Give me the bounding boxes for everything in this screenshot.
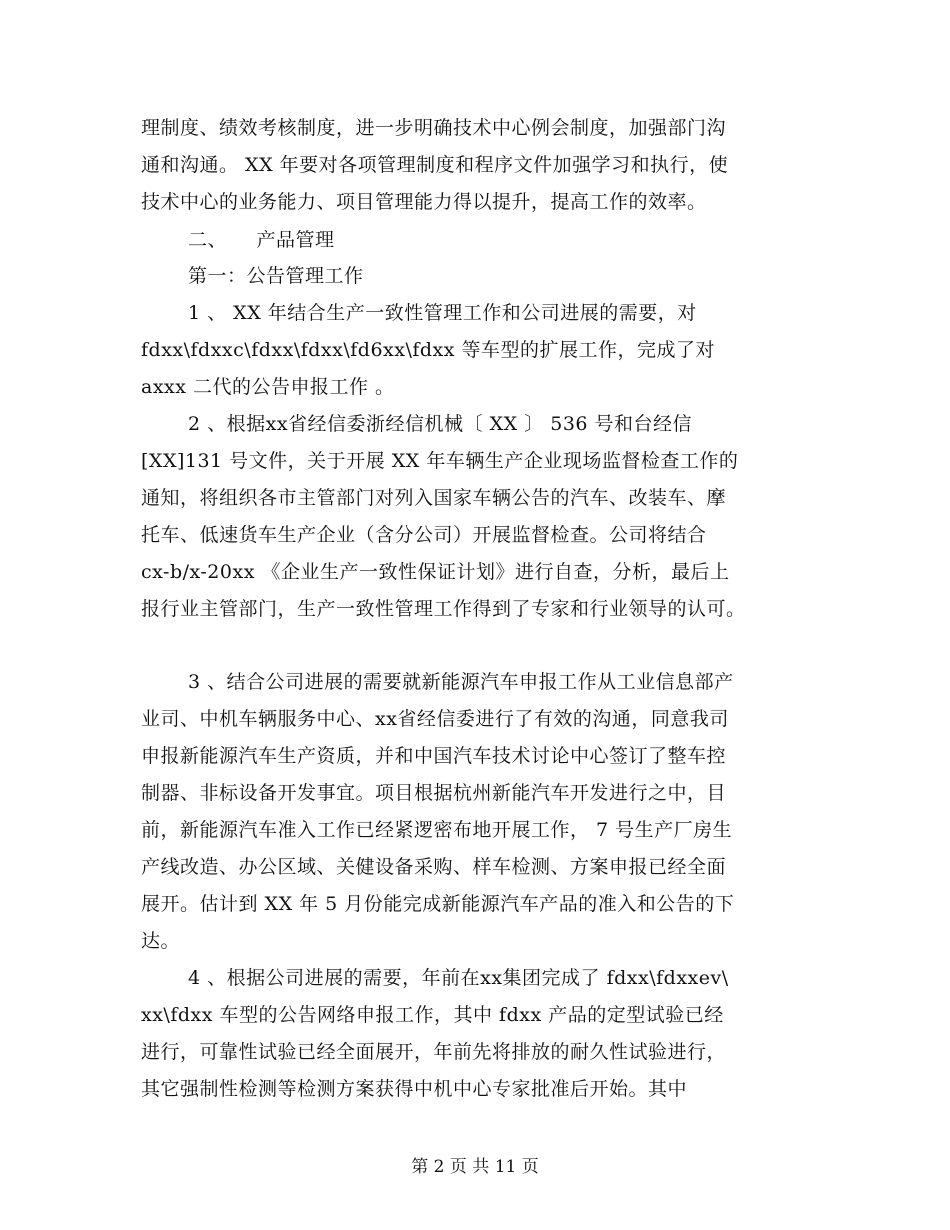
text-line: 达。 — [141, 930, 181, 952]
text-line: 2 、根据xx省经信委浙经信机械〔 XX 〕 536 号和台经信 — [188, 413, 693, 435]
text-line: 业司、中机车辆服务中心、xx省经信委进行了有效的沟通，同意我司 — [141, 708, 729, 730]
text-line: 托车、低速货车生产企业（含分公司）开展监督检查。公司将结合 — [141, 524, 707, 546]
text-line: [XX]131 号文件，关于开展 XX 年车辆生产企业现场监督检查工作的 — [141, 450, 739, 472]
text-line: 制器、非标设备开发事宜。项目根据杭州新能汽车开发进行之中，目 — [141, 782, 727, 804]
text-line: 通和沟通。 XX 年要对各项管理制度和程序文件加强学习和执行，使 — [141, 154, 729, 176]
text-line: 技术中心的业务能力、项目管理能力得以提升，提高工作的效率。 — [141, 191, 707, 213]
text-line: 理制度、绩效考核制度，进一步明确技术中心例会制度，加强部门沟 — [141, 117, 727, 139]
text-line: 报行业主管部门，生产一致性管理工作得到了专家和行业领导的认可。 — [141, 598, 746, 620]
subsection-heading: 第一：公告管理工作 — [188, 265, 364, 287]
text-line: 3 、结合公司进展的需要就新能源汽车申报工作从工业信息部产 — [188, 671, 734, 693]
text-line: 进行，可靠性试验已经全面展开，年前先将排放的耐久性试验进行， — [141, 1041, 727, 1063]
text-line: 申报新能源汽车生产资质，并和中国汽车技术讨论中心签订了整车控 — [141, 745, 727, 767]
text-line: fdxx\fdxxc\fdxx\fdxx\fd6xx\fdxx 等车型的扩展工作，完成了对 — [141, 339, 716, 361]
text-line: cx-b/x-20xx 《企业生产一致性保证计划》进行自查，分析，最后上 — [141, 561, 730, 583]
page-number: 第 2 页 共 11 页 — [411, 1157, 539, 1177]
text-line: 前，新能源汽车准入工作已经紧逻密布地开展工作， 7 号生产厂房生 — [141, 819, 733, 841]
text-line: 4 、根据公司进展的需要，年前在xx集团完成了 fdxx\fdxxev\ — [188, 967, 729, 989]
text-line: 其它强制性检测等检测方案获得中机中心专家批准后开始。其中 — [141, 1078, 688, 1100]
text-line: 1 、 XX 年结合生产一致性管理工作和公司进展的需要，对 — [188, 302, 697, 324]
text-line: xx\fdxx 车型的公告网络申报工作，其中 fdxx 产品的定型试验已经 — [141, 1004, 724, 1026]
text-line: axxx 二代的公告申报工作 。 — [141, 376, 395, 398]
text-line: 产线改造、办公区域、关健设备采购、样车检测、方案申报已经全面 — [141, 856, 727, 878]
section-heading: 二、 产品管理 — [188, 229, 335, 251]
text-line: 展开。估计到 XX 年 5 月份能完成新能源汽车产品的准入和公告的下 — [141, 893, 735, 915]
text-line: 通知，将组织各市主管部门对列入国家车辆公告的汽车、改装车、摩 — [141, 487, 727, 509]
